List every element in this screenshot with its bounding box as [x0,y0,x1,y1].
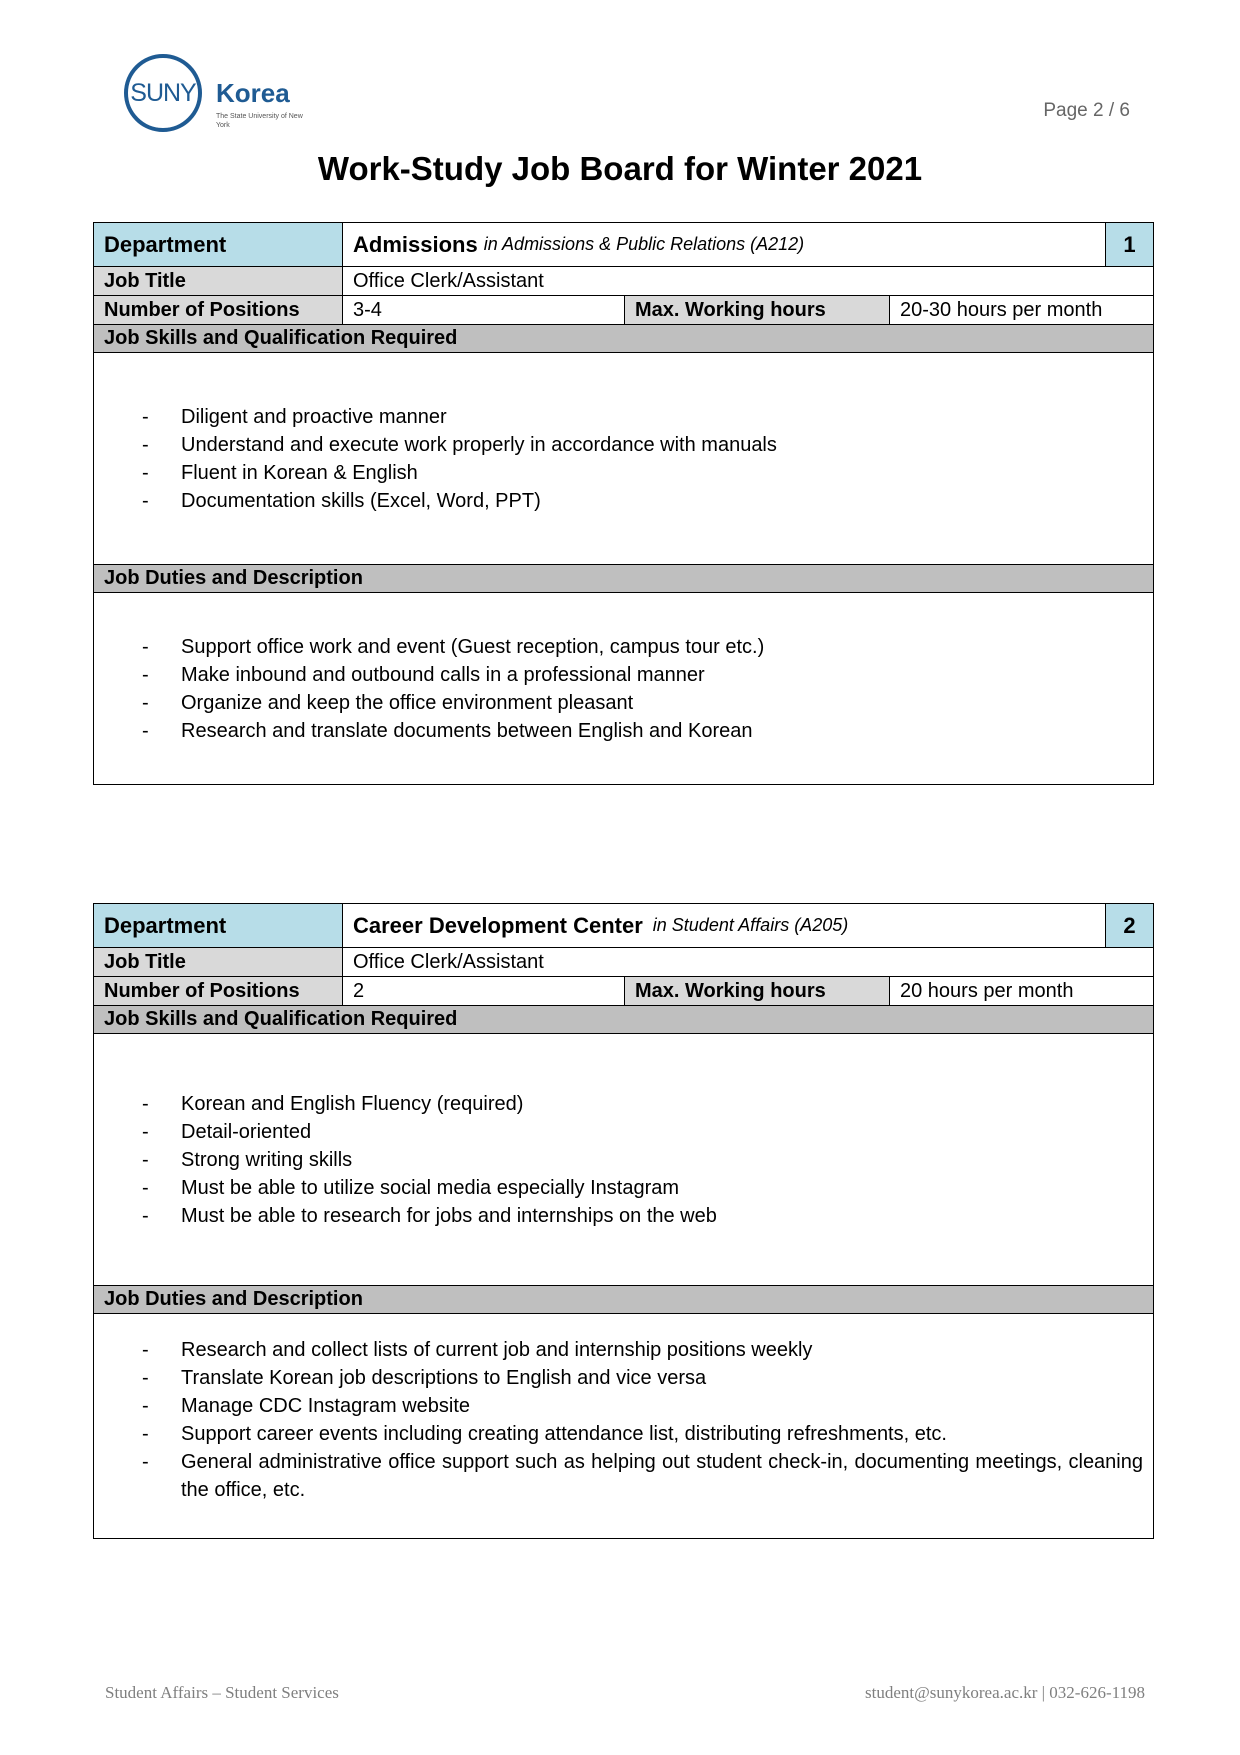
job-title-label: Job Title [94,267,342,295]
skills-body [94,353,1153,565]
positions-value: 3-4 [342,296,624,324]
job-card-1 [93,222,1154,785]
footer-department: Student Affairs – Student Services [105,1683,339,1702]
job-number: 2 [1105,904,1153,947]
list-item: - Diligent and proactive manner [94,403,1153,431]
duties-list [94,633,1153,745]
list-item: - Korean and English Fluency (required) [94,1090,1153,1118]
list-item: - Fluent in Korean & English [94,459,1153,487]
duties-body [94,593,1153,784]
max-hours-value: 20 hours per month [889,977,1153,1005]
list-item: - Research and translate documents between English and Korean [94,717,1153,745]
list-item: - Research and collect lists of current job and internship positions weekly [94,1336,1153,1364]
job-title-value: Office Clerk/Assistant [342,948,1153,976]
skills-body [94,1034,1153,1286]
skills-header: Job Skills and Qualification Required [94,325,1153,353]
list-item: - Support office work and event (Guest reception, campus tour etc.) [94,633,1153,661]
job-title-value: Office Clerk/Assistant [342,267,1153,295]
duties-body [94,1314,1153,1538]
logo-suny-text: SUNY [130,78,196,107]
duties-list [94,1336,1153,1504]
page-number: Page 2 / 6 [1043,100,1130,121]
list-item: - Must be able to research for jobs and internships on the web [94,1202,1153,1230]
department-row [94,223,1153,267]
list-item: - Support career events including creating attendance list, distributing refreshments, etc. [94,1420,1153,1448]
list-item: - Must be able to utilize social media especially Instagram [94,1174,1153,1202]
skills-list [94,403,1153,515]
job-card-2 [93,903,1154,1539]
job-title-row [94,948,1153,977]
logo-circle [124,54,202,132]
department-value [342,223,1105,266]
department-location: in Student Affairs (A205) [652,915,849,935]
list-item: - Make inbound and outbound calls in a professional manner [94,661,1153,689]
positions-row [94,296,1153,325]
list-item: - Organize and keep the office environment pleasant [94,689,1153,717]
department-value [342,904,1105,947]
list-item: - Translate Korean job descriptions to English and vice versa [94,1364,1153,1392]
positions-label: Number of Positions [94,977,342,1005]
logo-korea-text: Korea [216,78,290,108]
page-title: Work-Study Job Board for Winter 2021 [317,150,923,187]
job-number: 1 [1105,223,1153,266]
department-label: Department [94,223,342,266]
positions-label: Number of Positions [94,296,342,324]
list-item: - Understand and execute work properly in accordance with manuals [94,431,1153,459]
duties-header: Job Duties and Description [94,565,1153,593]
positions-value: 2 [342,977,624,1005]
department-name: Career Development Center [353,912,643,938]
max-hours-value: 20-30 hours per month [889,296,1153,324]
department-row [94,904,1153,948]
positions-row [94,977,1153,1006]
list-item: - Manage CDC Instagram website [94,1392,1153,1420]
logo-subtitle: The State University of New York [216,113,303,129]
department-label: Department [94,904,342,947]
department-location: in Admissions & Public Relations (A212) [483,234,805,254]
list-item: - General administrative office support such as helping out student check-in, documenting meetings, cleaning the office, etc. [94,1448,1153,1504]
suny-korea-logo [124,52,303,142]
footer-contact: student@sunykorea.ac.kr | 032-626-1198 [865,1683,1145,1702]
list-item: - Documentation skills (Excel, Word, PPT) [94,487,1153,515]
job-title-row [94,267,1153,296]
job-title-label: Job Title [94,948,342,976]
list-item: - Strong writing skills [94,1146,1153,1174]
department-name: Admissions [353,231,478,257]
list-item: - Detail-oriented [94,1118,1153,1146]
skills-list [94,1090,1153,1230]
skills-header: Job Skills and Qualification Required [94,1006,1153,1034]
duties-header: Job Duties and Description [94,1286,1153,1314]
max-hours-label: Max. Working hours [624,296,889,324]
max-hours-label: Max. Working hours [624,977,889,1005]
